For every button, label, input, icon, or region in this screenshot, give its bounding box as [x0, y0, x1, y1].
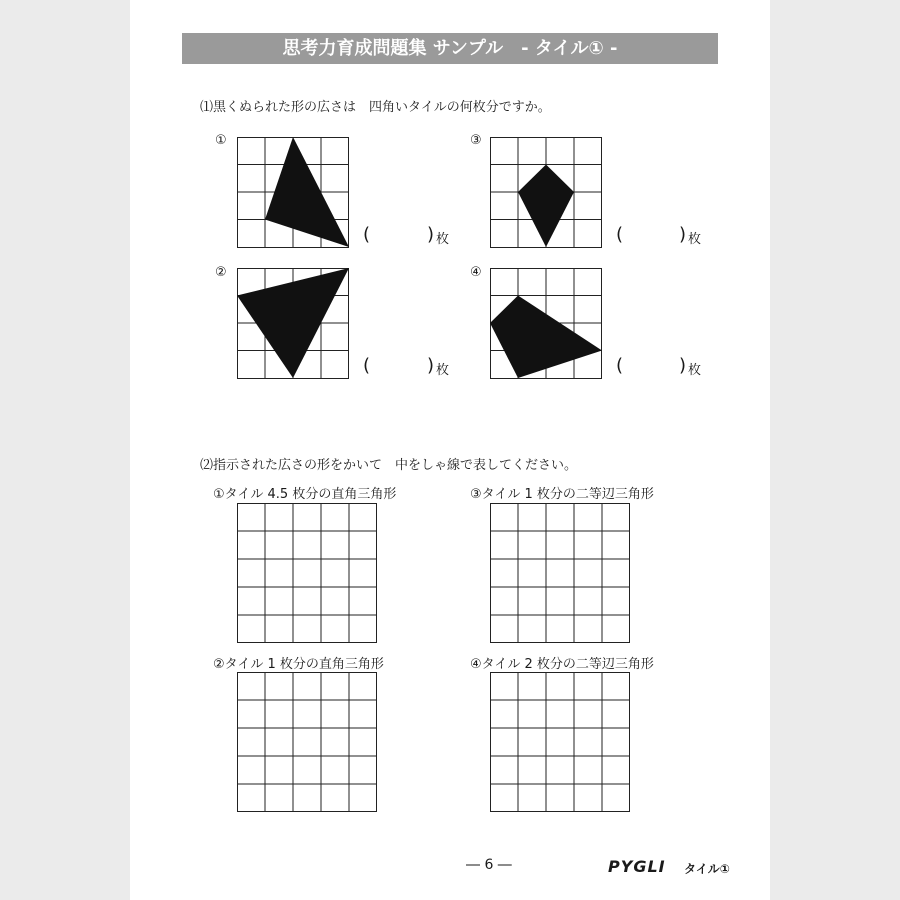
problem4-number: ④ [470, 265, 482, 280]
task4-drawing-grid[interactable] [490, 672, 630, 812]
problem1-answer-close: ) [427, 224, 435, 245]
section2-prompt: ⑵指示された広さの形をかいて 中をしゃ線で表してください。 [200, 458, 578, 473]
problem3-unit: 枚 [688, 232, 702, 247]
problem2-answer-close: ) [427, 355, 435, 376]
problem1-answer-open: ( [363, 224, 371, 245]
problem3-grid [490, 137, 602, 249]
task3-label: ③タイル 1 枚分の二等辺三角形 [470, 487, 654, 502]
problem2-unit: 枚 [436, 363, 450, 378]
footer-section-tag: タイル① [684, 862, 730, 876]
problem1-grid [237, 137, 349, 249]
problem3-number: ③ [470, 133, 482, 148]
problem3-shape [518, 165, 574, 248]
problem4-unit: 枚 [688, 363, 702, 378]
problem4-answer-open: ( [616, 355, 624, 376]
task4-label: ④タイル 2 枚分の二等辺三角形 [470, 657, 654, 672]
task2-drawing-grid[interactable] [237, 672, 377, 812]
problem2-grid [237, 268, 349, 380]
page-title: 思考力育成問題集 サンプル - タイル① - [182, 33, 718, 64]
task3-drawing-grid[interactable] [490, 503, 630, 643]
problem2-answer-open: ( [363, 355, 371, 376]
problem3-answer-open: ( [616, 224, 624, 245]
task1-drawing-grid[interactable] [237, 503, 377, 643]
task2-label: ②タイル 1 枚分の直角三角形 [213, 657, 384, 672]
problem2-number: ② [215, 265, 227, 280]
problem3-answer-close: ) [679, 224, 687, 245]
problem1-unit: 枚 [436, 232, 450, 247]
section1-prompt: ⑴黒くぬられた形の広さは 四角いタイルの何枚分ですか。 [200, 100, 551, 115]
problem4-grid [490, 268, 602, 380]
problem1-number: ① [215, 133, 227, 148]
brand-logo: PYGLI [608, 857, 666, 876]
problem4-answer-close: ) [679, 355, 687, 376]
task1-label: ①タイル 4.5 枚分の直角三角形 [213, 487, 397, 502]
page-number: ― 6 ― [466, 857, 512, 873]
